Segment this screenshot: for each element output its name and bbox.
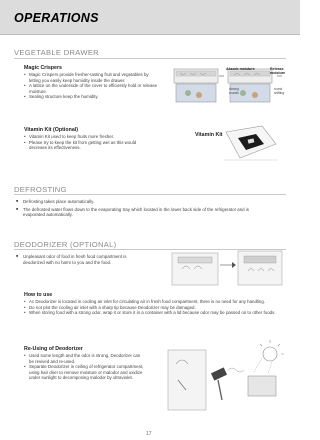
vitamin-title: Vitamin Kit (Optional) (24, 127, 79, 133)
crispers-bullet: • Sealing structure keep the humidity. (24, 94, 158, 100)
vitamin-kit-label: Vitamin Kit (195, 132, 223, 138)
vitamin-bullet: • Please try to keep the kit from getting wet as this would decrease its effectiveness. (24, 140, 142, 151)
defrosting-section-rule (14, 194, 286, 195)
crispers-bullet: • A lattice on the underside of the cover to efficiently hold or release moisture. (24, 83, 158, 94)
reuse-image (162, 340, 290, 422)
how-to-use-bullet: • Do not plot the cooling air inlet with a sharp tip because Deodorizer may be damaged. (24, 305, 286, 311)
vitamin-kit-illustration (222, 124, 280, 162)
how-to-use-bullet: • When storing food with a strong odor, wrap it or store it in a container with a lid because odor may be passed on to other foods. (24, 310, 286, 316)
vegetable-section-title: VEGETABLE DRAWER (14, 48, 99, 57)
vitamin-bullets (24, 134, 142, 151)
absorb-moisture-label: Absorb moisture (226, 67, 255, 71)
vitamin-kit-image (222, 124, 280, 162)
defrosting-item: ■ The defrosted water flows down to the evaporating tray which located in the lower back side of the refrigerator and is evaporated automatically. (16, 207, 256, 218)
how-to-use-bullet: • Ac Deodorizer is located in cooling air inlet for circulating air in fresh food compartment, there is no need for any handling. (24, 299, 286, 305)
deodorizer-intro-block (16, 254, 132, 265)
left-caption: closing rounds (229, 87, 239, 95)
reuse-bullet: • Separate Deodorizer in ceiling of refrigerator compartment, using hair drier to remove moisture or malodor and oxidize under sunlight to decomposing malodor by ultraviolet. (24, 364, 146, 381)
defrosting-section-title: DEFROSTING (14, 185, 67, 194)
deodorizer-illustration (168, 247, 286, 287)
right-caption: round shifting (274, 87, 285, 95)
reuse-bullet: • Used some length and the odor is strong, Deodorizer can be revived and re-used. (24, 353, 146, 364)
deodorizer-intro: ■ Unpleasant odor of food in fresh food compartment is deodorized with no harm to you and the food. (16, 254, 132, 265)
defrosting-items (16, 199, 256, 218)
header-rule (0, 34, 300, 35)
reuse-illustration (162, 340, 290, 422)
how-to-use-bullets (24, 299, 286, 316)
vegetable-section-rule (14, 58, 286, 59)
reuse-bullets (24, 353, 146, 381)
page-number: 17 (146, 431, 152, 437)
page-title: OPERATIONS (14, 11, 99, 25)
vitamin-bullet: • Vitamin Kit used to keep fruits more fresher. (24, 134, 142, 140)
defrosting-item: ■ Defrosting takes place automatically. (16, 199, 256, 205)
how-to-use-title: How to use (24, 292, 53, 298)
crispers-title: Magic Crispers (24, 65, 62, 71)
crispers-bullet: • Magic Crispers provide fresher-tasting fruit and vegetables by letting you easily keep humidity inside the drawer. (24, 72, 158, 83)
deodorizer-section-title: DEODORIZER (OPTIONAL) (14, 240, 117, 249)
crispers-bullets (24, 72, 158, 100)
release-moisture-label: Release moisture (270, 67, 286, 75)
deodorizer-image (168, 247, 286, 287)
reuse-title: Re-Using of Deodorizer (24, 346, 83, 352)
